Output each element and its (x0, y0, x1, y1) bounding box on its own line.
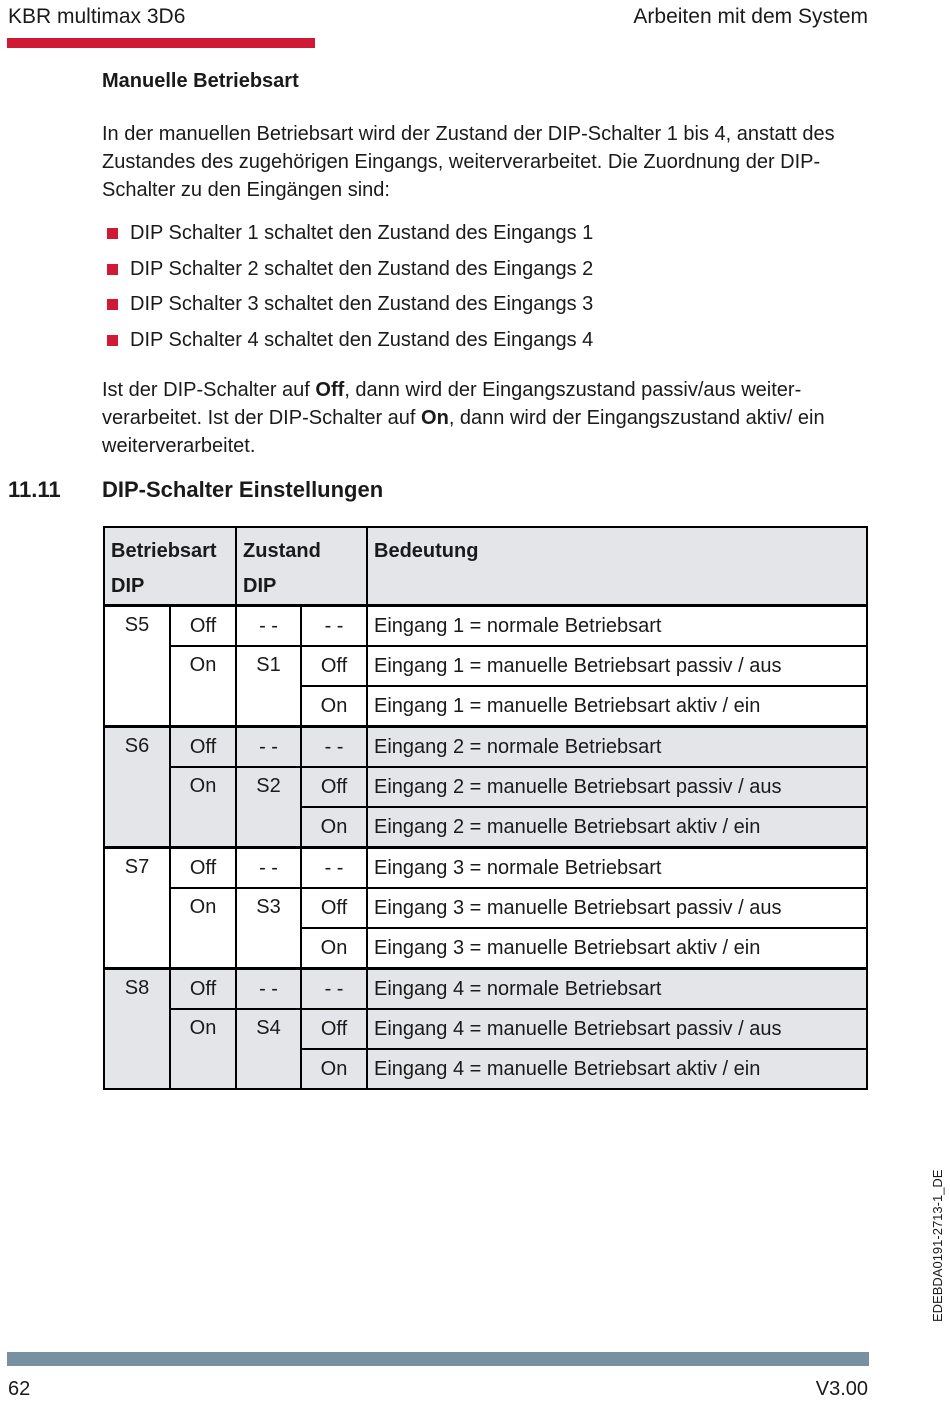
table-group-s8 (104, 969, 867, 1090)
table-row (104, 727, 867, 768)
meaning-cell: Eingang 1 = normale Betriebsart (367, 606, 867, 647)
meaning-cell: Eingang 4 = normale Betriebsart (367, 969, 867, 1010)
page-number: 62 (8, 1378, 31, 1400)
mode-state-cell: Off (170, 969, 236, 1010)
intro-paragraph: In der manuellen Betriebsart wird der Zustand der DIP-Schalter 1 bis 4, anstatt des Zustandes des zugehörigen Eingangs, weiterverarbeitet. Die Zuordnung der DIP-Schalter zu den Eingängen sind: (102, 123, 835, 201)
state-value-cell: Off (301, 646, 367, 686)
header-zustand: Zustand DIP (236, 527, 367, 606)
mode-state-cell: On (170, 1009, 236, 1089)
mode-state-cell: On (170, 767, 236, 848)
table-header-row (104, 527, 867, 606)
meaning-cell: Eingang 1 = manuelle Betriebsart passiv / aus (367, 646, 867, 686)
meaning-cell: Eingang 2 = normale Betriebsart (367, 727, 867, 768)
list-item: DIP Schalter 2 schaltet den Zustand des Eingangs 2 (102, 254, 593, 290)
meaning-cell: Eingang 2 = manuelle Betriebsart passiv / aus (367, 767, 867, 807)
subsection-title: Manuelle Betriebsart (102, 70, 299, 92)
table-row (104, 848, 867, 889)
bullet-list (102, 218, 593, 360)
state-switch-cell: - - (236, 848, 301, 889)
table-group-s7 (104, 848, 867, 969)
state-value-cell: On (301, 807, 367, 848)
mode-switch-cell: S7 (104, 848, 170, 969)
state-switch-cell: S4 (236, 1009, 301, 1089)
state-value-cell: - - (301, 969, 367, 1010)
mode-state-cell: Off (170, 848, 236, 889)
dip-switch-table (103, 526, 868, 1090)
bullet-square-icon (107, 299, 118, 310)
state-value-cell: On (301, 1049, 367, 1089)
state-value-cell: On (301, 686, 367, 727)
state-value-cell: - - (301, 848, 367, 889)
state-value-cell: - - (301, 606, 367, 647)
bullet-square-icon (107, 228, 118, 239)
state-value-cell: - - (301, 727, 367, 768)
header-bedeutung: Bedeutung (367, 527, 867, 606)
table-row (104, 1009, 867, 1049)
meaning-cell: Eingang 4 = manuelle Betriebsart aktiv / ein (367, 1049, 867, 1089)
mode-switch-cell: S8 (104, 969, 170, 1090)
table-group-s6 (104, 727, 867, 848)
footer-bar (7, 1352, 869, 1366)
state-value-cell: Off (301, 1009, 367, 1049)
state-switch-cell: S3 (236, 888, 301, 969)
table-group-s5 (104, 606, 867, 727)
mode-state-cell: On (170, 646, 236, 727)
list-item: DIP Schalter 1 schaltet den Zustand des Eingangs 1 (102, 218, 593, 254)
meaning-cell: Eingang 3 = normale Betriebsart (367, 848, 867, 889)
state-switch-cell: - - (236, 727, 301, 768)
state-switch-cell: S2 (236, 767, 301, 848)
meaning-cell: Eingang 2 = manuelle Betriebsart aktiv / ein (367, 807, 867, 848)
state-value-cell: Off (301, 888, 367, 928)
list-item: DIP Schalter 4 schaltet den Zustand des Eingangs 4 (102, 325, 593, 361)
bullet-square-icon (107, 264, 118, 275)
table-row (104, 969, 867, 1010)
table-row (104, 646, 867, 686)
mode-state-cell: Off (170, 606, 236, 647)
state-value-cell: Off (301, 767, 367, 807)
list-item: DIP Schalter 3 schaltet den Zustand des Eingangs 3 (102, 289, 593, 325)
section-number: 11.11 (8, 477, 61, 502)
header-chapter-title: Arbeiten mit dem System (633, 5, 868, 28)
mode-switch-cell: S5 (104, 606, 170, 727)
document-version: V3.00 (815, 1378, 868, 1400)
meaning-cell: Eingang 4 = manuelle Betriebsart passiv / aus (367, 1009, 867, 1049)
state-explanation-paragraph: Ist der DIP-Schalter auf Off, dann wird der Eingangszustand passiv/aus weiter-verarbeitet. Ist der DIP-Schalter auf On, dann wird der Eingangszustand aktiv/ ein weiterverarbeitet. (102, 379, 825, 457)
state-switch-cell: - - (236, 606, 301, 647)
header-accent-bar (7, 38, 315, 48)
header-product-name: KBR multimax 3D6 (8, 5, 186, 28)
section-title: DIP-Schalter Einstellungen (102, 477, 384, 502)
state-switch-cell: S1 (236, 646, 301, 727)
meaning-cell: Eingang 1 = manuelle Betriebsart aktiv / ein (367, 686, 867, 727)
state-value-cell: On (301, 928, 367, 969)
mode-switch-cell: S6 (104, 727, 170, 848)
table-row (104, 888, 867, 928)
state-switch-cell: - - (236, 969, 301, 1010)
mode-state-cell: On (170, 888, 236, 969)
bullet-square-icon (107, 335, 118, 346)
mode-state-cell: Off (170, 727, 236, 768)
meaning-cell: Eingang 3 = manuelle Betriebsart aktiv / ein (367, 928, 867, 969)
meaning-cell: Eingang 3 = manuelle Betriebsart passiv / aus (367, 888, 867, 928)
table-row (104, 606, 867, 647)
side-document-id: EDEBDA0191-2713-1_DE (930, 1169, 945, 1322)
header-betriebsart: Betriebsart DIP (104, 527, 236, 606)
table-row (104, 767, 867, 807)
